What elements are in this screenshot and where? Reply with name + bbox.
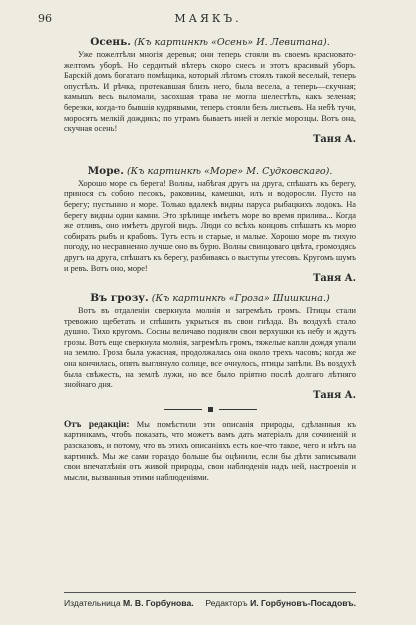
journal-title: МАЯКЪ.: [174, 12, 242, 25]
author-signature: Таня А.: [313, 389, 356, 401]
divider-line: [219, 409, 257, 410]
editorial-note: [64, 420, 356, 484]
divider-ornament: [208, 407, 213, 412]
section-storm: [64, 292, 356, 401]
section-caption: (Къ картинкѣ «Море» М. Судковскаго).: [126, 165, 333, 177]
publisher-name: М. В. Горбунова.: [123, 598, 194, 608]
section-text: Хорошо море съ берега! Волны, набѣгая другъ на друга, спѣшатъ къ берегу, принося съ собою песокъ, раковины, камешки, илъ и водоросли. Пусто на берегу; пустынно и море. Только вдалекѣ видны паруса рыбацкихъ лодокъ. На берегу видны одни камни. Это зрѣлище имѣетъ море во время прилива... Когда же отливъ, оно имѣетъ другой видъ. Люди со всѣхъ концовъ спѣшатъ къ морю собирать рыбъ и крабовъ. Тутъ есть и старые, и малые. Хорошо море въ тихую погоду, но несравненно лучше оно въ бурю. Волны свинцоваго цвѣта, громоздясь другъ на друга, спѣшатъ къ берегу, разбиваясь о выступы утесовъ. Кругомъ шумъ и ревъ. Вотъ оно, море!: [64, 178, 357, 273]
section-autumn: [64, 36, 356, 145]
editor-name: И. Горбуновъ-Посадовъ.: [250, 598, 356, 608]
section-text: Уже пожелтѣли многія деревья; они теперь стояли въ своемъ красновато-желтомъ уборѣ. Но сердитый вѣтеръ скоро снесъ и этотъ красивый уборъ. Барскій домъ богатаго помѣщика, который лѣтомъ стоялъ такой веселый, теперь опустѣлъ. И рѣчка, протекавшая близъ него, была весела, а теперь—скучная; камышъ весь выломали, засохшая трава не могла шелестѣть, какъ зеленая; березки, когда-то бывшія кудрявыми, теперь стояли безъ листьевъ. На небѣ тучи, моросятъ мелкій дождикъ; по утрамъ бываетъ иней и легкіе морозцы. Вотъ она, скучная осень!: [64, 50, 356, 134]
running-header: [38, 12, 378, 28]
footer-rule: [64, 592, 356, 593]
section-sea: [64, 165, 356, 284]
section-heading: [64, 292, 356, 305]
section-title: Море.: [87, 164, 124, 177]
editorial-text: Мы помѣстили эти описанія природы, сдѣланныя къ картинкамъ, чтобъ показать, что можетъ вамъ дать матеріалъ для сочиненій и разсказовъ, и потому, что въ этихъ описаніяхъ есть кое-что такое, чего и нѣтъ на картинкѣ. Мы же сами гораздо больше бы оцѣнили, если бы дѣти записывали свои впечатлѣнія отъ живой природы, свои наблюденія надъ ней, настроенія и мысли, вызванныя этими наблюденіями.: [64, 419, 356, 482]
page-number: 96: [38, 12, 52, 25]
section-title: Въ грозу.: [90, 292, 149, 305]
divider-line: [164, 409, 202, 410]
section-heading: [64, 165, 356, 178]
publisher-label: Издательница: [64, 598, 121, 608]
section-heading: [64, 36, 356, 49]
editor-credit: [205, 598, 356, 609]
section-caption: (Къ картинкѣ «Гроза» Шишкина.): [151, 293, 330, 305]
author-signature: Таня А.: [313, 133, 356, 145]
author-signature: Таня А.: [313, 273, 356, 285]
section-divider: [64, 405, 356, 415]
main-column: [64, 36, 356, 483]
editor-label: Редакторъ: [205, 598, 248, 608]
editorial-lead: Отъ редакціи:: [64, 419, 130, 430]
section-text: Вотъ въ отдаленіи сверкнула молнія и загремѣлъ громъ. Птицы стали тревожно щебетать и спѣшить укрыться въ свои гнѣзда. Въ воздухѣ стало душно. Тихо кругомъ. Сосны величаво подняли свои верхушки къ небу и ждутъ грозы. Вотъ еще сверкнула молнія, загремѣлъ громъ, тяжелые капли дождя упали на землю. Гроза была ужасная, продолжалась она около трехъ часовъ; когда же она кончилась, опять выглянуло солнце, все очнулось, птицы запѣли. Въ воздухѣ была свѣжесть, на землѣ лужи, но все было пріятно послѣ долгаго лѣтняго знойнаго дня.: [64, 306, 356, 390]
publisher-credit: [64, 598, 194, 609]
section-title: Осень.: [90, 36, 131, 48]
section-caption: (Къ картинкѣ «Осень» И. Левитана).: [133, 37, 330, 48]
